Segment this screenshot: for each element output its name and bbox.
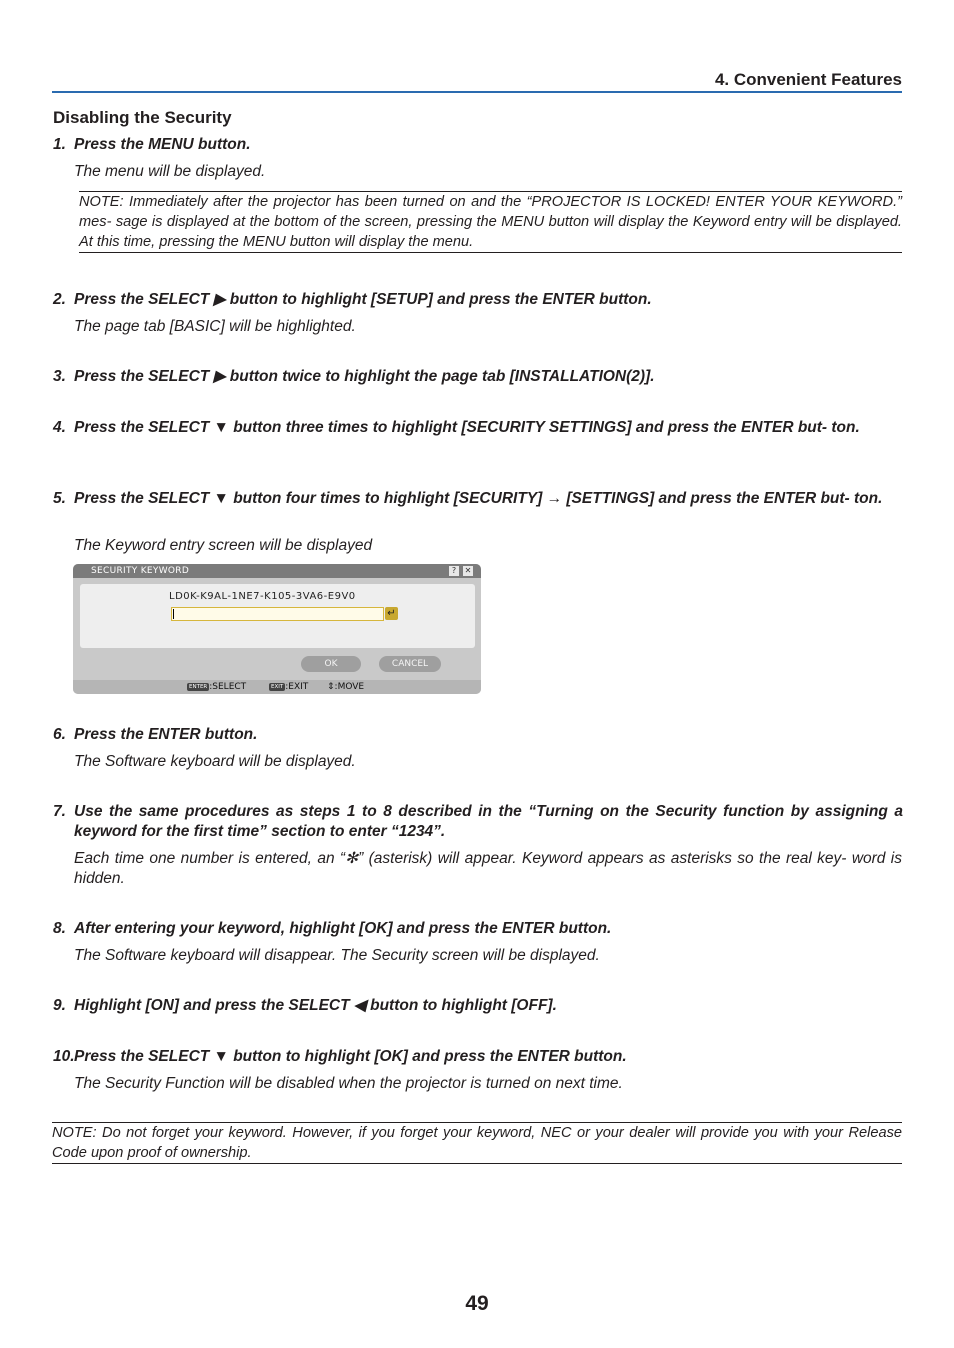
- step-5-description: The Keyword entry screen will be displayed: [74, 537, 373, 554]
- dialog-title: SECURITY KEYWORD: [91, 566, 190, 576]
- step-number: 7.: [53, 803, 66, 820]
- step-text: Press the MENU button.: [74, 136, 251, 153]
- move-arrows-icon: ⇕: [327, 682, 335, 692]
- page-number: 49: [465, 1292, 489, 1315]
- select-label: :SELECT: [209, 682, 247, 692]
- step-number: 6.: [53, 726, 66, 743]
- step-number: 4.: [53, 419, 66, 436]
- step-text: Press the SELECT ▼ button four times to highlight [SECURITY] → [SETTINGS] and press the ENTER but- ton.: [74, 490, 883, 507]
- footer-move-hint: [327, 680, 364, 694]
- footer-exit-hint: [269, 680, 308, 694]
- step-1-description: The menu will be displayed.: [74, 163, 266, 180]
- enter-icon[interactable]: ↵: [385, 607, 398, 620]
- step-number: 5.: [53, 490, 66, 507]
- release-code: LD0K-K9AL-1NE7-K105-3VA6-E9V0: [169, 591, 356, 602]
- chapter-header: 4. Convenient Features: [52, 70, 902, 93]
- exit-label: :EXIT: [285, 682, 309, 692]
- step-text: Press the SELECT ▼ button to highlight [OK] and press the ENTER button.: [74, 1048, 627, 1065]
- step-2: [53, 290, 903, 310]
- step-4: [53, 418, 903, 438]
- step-number: 2.: [53, 291, 66, 308]
- step-text: Press the ENTER button.: [74, 726, 258, 743]
- dialog-title-bar: [73, 564, 481, 578]
- dialog-footer: [73, 680, 481, 694]
- step-number: 3.: [53, 368, 66, 385]
- step-text: Highlight [ON] and press the SELECT ◀ button to highlight [OFF].: [74, 997, 557, 1014]
- step-text: After entering your keyword, highlight [OK] and press the ENTER button.: [74, 920, 612, 937]
- help-icon[interactable]: ?: [449, 566, 459, 576]
- step-text: Press the SELECT ▼ button three times to highlight [SECURITY SETTINGS] and press the ENTER but- ton.: [74, 419, 860, 436]
- step-text: Use the same procedures as steps 1 to 8 described in the “Turning on the Security function by assigning a keyword for the first time” section to enter “1234”.: [74, 803, 903, 840]
- step-2-description: The page tab [BASIC] will be highlighted.: [74, 318, 356, 335]
- note-menu-behavior: NOTE: Immediately after the projector has been turned on and the “PROJECTOR IS LOCKED! ENTER YOUR KEYWORD.” mes- sage is displayed at the bottom of the screen, pressing the MENU button will display the Keyword entry will be displayed. At this time, pressing the MENU button will display the menu.: [79, 191, 902, 253]
- step-10-description: The Security Function will be disabled when the projector is turned on next time.: [74, 1075, 623, 1092]
- step-number: 10.: [53, 1048, 75, 1065]
- step-3: [53, 367, 903, 387]
- section-title: Disabling the Security: [53, 108, 232, 127]
- step-10: [53, 1047, 903, 1067]
- exit-key-badge: EXIT: [271, 684, 284, 690]
- keyword-input[interactable]: [171, 607, 384, 621]
- step-6-description: The Software keyboard will be displayed.: [74, 753, 356, 770]
- step-5: [53, 489, 903, 509]
- note-forgotten-keyword: NOTE: Do not forget your keyword. However, if you forget your keyword, NEC or your dealer will provide you with your Release Code upon proof of ownership.: [52, 1122, 902, 1164]
- step-8: [53, 919, 903, 939]
- ok-button[interactable]: OK: [301, 656, 361, 672]
- security-keyword-dialog: [73, 564, 481, 694]
- step-7: [53, 802, 903, 842]
- step-7-description: Each time one number is entered, an “✻” (asterisk) will appear. Keyword appears as asterisks so the real key- word is hidden.: [74, 850, 902, 887]
- step-number: 1.: [53, 136, 66, 153]
- text-caret: [173, 609, 174, 619]
- keyword-panel: [80, 584, 475, 648]
- enter-key-badge: ENTER: [189, 684, 208, 690]
- close-icon[interactable]: ✕: [464, 566, 472, 575]
- footer-select-hint: [187, 680, 246, 694]
- cancel-button[interactable]: CANCEL: [379, 656, 441, 672]
- step-6: [53, 725, 903, 745]
- step-number: 9.: [53, 997, 66, 1014]
- step-8-description: The Software keyboard will disappear. The Security screen will be displayed.: [74, 947, 600, 964]
- move-label: :MOVE: [334, 682, 365, 692]
- step-1: [53, 135, 903, 155]
- step-number: 8.: [53, 920, 66, 937]
- step-text: Press the SELECT ▶ button twice to highlight the page tab [INSTALLATION(2)].: [74, 368, 655, 385]
- step-9: [53, 996, 903, 1016]
- step-text: Press the SELECT ▶ button to highlight [SETUP] and press the ENTER button.: [74, 291, 652, 308]
